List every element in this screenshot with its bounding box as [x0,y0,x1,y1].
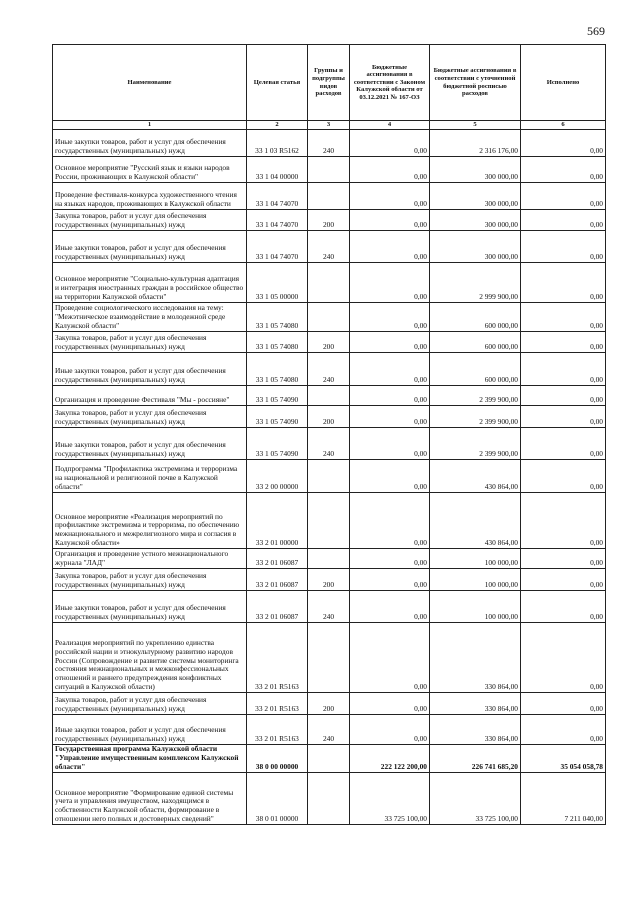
row-expense-group: 240 [308,428,350,460]
row-target-article: 33 2 01 R5163 [247,623,308,693]
row-law-allocation: 222 122 200,00 [350,745,430,773]
table-row [53,745,606,773]
row-expense-group [308,745,350,773]
row-target-article: 33 1 04 74070 [247,231,308,263]
row-revised-allocation: 330 864,00 [430,693,521,715]
row-law-allocation: 0,00 [350,693,430,715]
row-expense-group: 200 [308,406,350,428]
row-expense-group [308,460,350,493]
row-law-allocation: 0,00 [350,303,430,332]
row-executed: 0,00 [521,210,606,231]
row-target-article: 33 2 00 00000 [247,460,308,493]
row-law-allocation: 33 725 100,00 [350,773,430,825]
row-executed: 0,00 [521,591,606,623]
table-row [53,773,606,825]
row-law-allocation: 0,00 [350,549,430,569]
row-law-allocation: 0,00 [350,353,430,386]
row-revised-allocation: 2 999 900,00 [430,263,521,303]
header-revised-allocation: Бюджетные ассигнования в соответствии с уточненной бюджетной росписью расходов [430,45,521,121]
row-target-article: 33 2 01 R5163 [247,693,308,715]
header-name: Наименование [53,45,247,121]
row-executed: 0,00 [521,303,606,332]
row-executed: 0,00 [521,353,606,386]
row-expense-group: 200 [308,569,350,591]
row-law-allocation: 0,00 [350,715,430,745]
table-row [53,460,606,493]
row-executed: 0,00 [521,406,606,428]
row-name: Проведение социологического исследования на тему: "Межэтническое взаимодействие в молодежной среде Калужской области" [53,303,247,332]
row-executed: 0,00 [521,428,606,460]
row-name: Основное мероприятие "Формирование единой системы учета и управления имуществом, находящимся в собственности Калужской области, формирование в отношении него полных и достоверных сведений" [53,773,247,825]
row-name: Организация и проведение Фестиваля "Мы - россияне" [53,386,247,406]
row-executed: 0,00 [521,130,606,157]
table-row [53,210,606,231]
row-revised-allocation: 600 000,00 [430,332,521,353]
row-name: Закупка товаров, работ и услуг для обеспечения государственных (муниципальных) нужд [53,693,247,715]
row-executed: 0,00 [521,693,606,715]
row-executed: 0,00 [521,460,606,493]
row-target-article: 33 1 03 R5162 [247,130,308,157]
row-name: Основное мероприятие «Реализация мероприятий по профилактике экстремизма и терроризма, по обеспечению межнационального и межрелигиозного мира и согласия в Калужской области» [53,493,247,549]
row-name: Реализация мероприятий по укреплению единства российской нации и этнокультурному развитию народов России (Сопровождение и развитие системы мониторинга состояния межнациональных и межконфессиональных отношений и раннего предупреждения конфликтных ситуаций в Калужской области) [53,623,247,693]
table-row [53,569,606,591]
row-revised-allocation: 300 000,00 [430,183,521,210]
table-row [53,715,606,745]
row-law-allocation: 0,00 [350,332,430,353]
row-expense-group [308,623,350,693]
header-executed: Исполнено [521,45,606,121]
row-name: Основное мероприятие "Русский язык и языки народов России, проживающих в Калужской области" [53,157,247,183]
row-law-allocation: 0,00 [350,623,430,693]
row-executed: 0,00 [521,263,606,303]
column-number: 5 [430,121,521,130]
row-executed: 0,00 [521,386,606,406]
table-row [53,549,606,569]
row-name: Иные закупки товаров, работ и услуг для обеспечения государственных (муниципальных) нужд [53,231,247,263]
row-law-allocation: 0,00 [350,460,430,493]
row-law-allocation: 0,00 [350,210,430,231]
budget-table [52,44,606,825]
row-revised-allocation: 600 000,00 [430,353,521,386]
row-revised-allocation: 100 000,00 [430,591,521,623]
row-expense-group: 240 [308,591,350,623]
header-expense-group: Группы и подгруппы видов расходов [308,45,350,121]
column-number-row [53,121,606,130]
row-law-allocation: 0,00 [350,130,430,157]
row-revised-allocation: 330 864,00 [430,715,521,745]
table-row [53,303,606,332]
row-executed: 0,00 [521,183,606,210]
row-expense-group: 200 [308,332,350,353]
table-row [53,428,606,460]
row-target-article: 33 1 04 00000 [247,157,308,183]
row-revised-allocation: 330 864,00 [430,623,521,693]
row-law-allocation: 0,00 [350,569,430,591]
row-law-allocation: 0,00 [350,591,430,623]
row-expense-group [308,183,350,210]
row-executed: 0,00 [521,549,606,569]
row-revised-allocation: 100 000,00 [430,549,521,569]
row-target-article: 33 1 05 74080 [247,353,308,386]
table-row [53,406,606,428]
row-name: Государственная программа Калужской области "Управление имущественным комплексом Калужской области" [53,745,247,773]
row-expense-group: 240 [308,353,350,386]
row-revised-allocation: 300 000,00 [430,157,521,183]
column-number: 2 [247,121,308,130]
row-target-article: 33 1 04 74070 [247,210,308,231]
table-row [53,493,606,549]
row-expense-group [308,493,350,549]
row-law-allocation: 0,00 [350,183,430,210]
row-target-article: 33 1 05 74090 [247,428,308,460]
header-row [53,45,606,121]
row-revised-allocation: 100 000,00 [430,569,521,591]
row-name: Закупка товаров, работ и услуг для обеспечения государственных (муниципальных) нужд [53,332,247,353]
row-target-article: 33 1 05 74080 [247,303,308,332]
page-number: 569 [587,24,605,38]
row-name: Иные закупки товаров, работ и услуг для обеспечения государственных (муниципальных) нужд [53,715,247,745]
row-revised-allocation: 600 000,00 [430,303,521,332]
table-row [53,591,606,623]
row-revised-allocation: 33 725 100,00 [430,773,521,825]
row-law-allocation: 0,00 [350,428,430,460]
row-expense-group: 240 [308,231,350,263]
row-executed: 0,00 [521,231,606,263]
row-target-article: 38 0 01 00000 [247,773,308,825]
header-target-article: Целевая статья [247,45,308,121]
row-executed: 0,00 [521,332,606,353]
row-revised-allocation: 430 864,00 [430,493,521,549]
row-target-article: 33 2 01 00000 [247,493,308,549]
row-revised-allocation: 300 000,00 [430,231,521,263]
row-executed: 0,00 [521,569,606,591]
row-expense-group [308,303,350,332]
row-name: Иные закупки товаров, работ и услуг для обеспечения государственных (муниципальных) нужд [53,591,247,623]
row-name: Основное мероприятие "Социально-культурная адаптация и интеграция иностранных граждан в российское общество на территории Калужской области" [53,263,247,303]
row-executed: 0,00 [521,157,606,183]
row-name: Иные закупки товаров, работ и услуг для обеспечения государственных (муниципальных) нужд [53,130,247,157]
row-expense-group [308,549,350,569]
row-law-allocation: 0,00 [350,231,430,263]
row-name: Закупка товаров, работ и услуг для обеспечения государственных (муниципальных) нужд [53,210,247,231]
table-row [53,386,606,406]
row-executed: 0,00 [521,493,606,549]
row-target-article: 33 1 05 74090 [247,386,308,406]
row-expense-group [308,157,350,183]
row-revised-allocation: 2 399 900,00 [430,428,521,460]
row-name: Иные закупки товаров, работ и услуг для обеспечения государственных (муниципальных) нужд [53,428,247,460]
column-number: 1 [53,121,247,130]
row-revised-allocation: 300 000,00 [430,210,521,231]
row-expense-group [308,386,350,406]
row-expense-group: 240 [308,715,350,745]
row-law-allocation: 0,00 [350,386,430,406]
table-row [53,231,606,263]
row-expense-group [308,773,350,825]
row-law-allocation: 0,00 [350,157,430,183]
row-name: Организация и проведение устного межнационального журнала "ЛАД" [53,549,247,569]
row-target-article: 33 1 05 74080 [247,332,308,353]
table-row [53,353,606,386]
row-target-article: 33 2 01 06087 [247,591,308,623]
table-row [53,130,606,157]
row-expense-group: 200 [308,210,350,231]
table-row [53,157,606,183]
row-target-article: 38 0 00 00000 [247,745,308,773]
row-executed: 35 054 058,78 [521,745,606,773]
row-law-allocation: 0,00 [350,263,430,303]
row-law-allocation: 0,00 [350,493,430,549]
row-revised-allocation: 2 399 900,00 [430,406,521,428]
column-number: 6 [521,121,606,130]
row-name: Закупка товаров, работ и услуг для обеспечения государственных (муниципальных) нужд [53,406,247,428]
row-expense-group [308,263,350,303]
table-row [53,693,606,715]
row-name: Подпрограмма "Профилактика экстремизма и терроризма на национальной и религиозной почве в Калужской области" [53,460,247,493]
row-executed: 0,00 [521,623,606,693]
table-row [53,623,606,693]
table-row [53,263,606,303]
row-target-article: 33 1 05 00000 [247,263,308,303]
row-target-article: 33 2 01 R5163 [247,715,308,745]
row-revised-allocation: 2 399 900,00 [430,386,521,406]
column-number: 3 [308,121,350,130]
row-law-allocation: 0,00 [350,406,430,428]
row-target-article: 33 1 05 74090 [247,406,308,428]
row-name: Иные закупки товаров, работ и услуг для обеспечения государственных (муниципальных) нужд [53,353,247,386]
row-revised-allocation: 226 741 685,20 [430,745,521,773]
row-name: Закупка товаров, работ и услуг для обеспечения государственных (муниципальных) нужд [53,569,247,591]
table-row [53,332,606,353]
row-executed: 0,00 [521,715,606,745]
table-row [53,183,606,210]
row-revised-allocation: 430 864,00 [430,460,521,493]
row-revised-allocation: 2 316 176,00 [430,130,521,157]
header-law-allocation: Бюджетные ассигнования в соответствии с Законом Калужской области от 03.12.2021 № 167-ОЗ [350,45,430,121]
row-target-article: 33 1 04 74070 [247,183,308,210]
column-number: 4 [350,121,430,130]
row-expense-group: 200 [308,693,350,715]
row-executed: 7 211 040,00 [521,773,606,825]
row-target-article: 33 2 01 06087 [247,549,308,569]
row-target-article: 33 2 01 06087 [247,569,308,591]
row-name: Проведение фестиваля-конкурса художественного чтения на языках народов, проживающих в Калужской области [53,183,247,210]
row-expense-group: 240 [308,130,350,157]
